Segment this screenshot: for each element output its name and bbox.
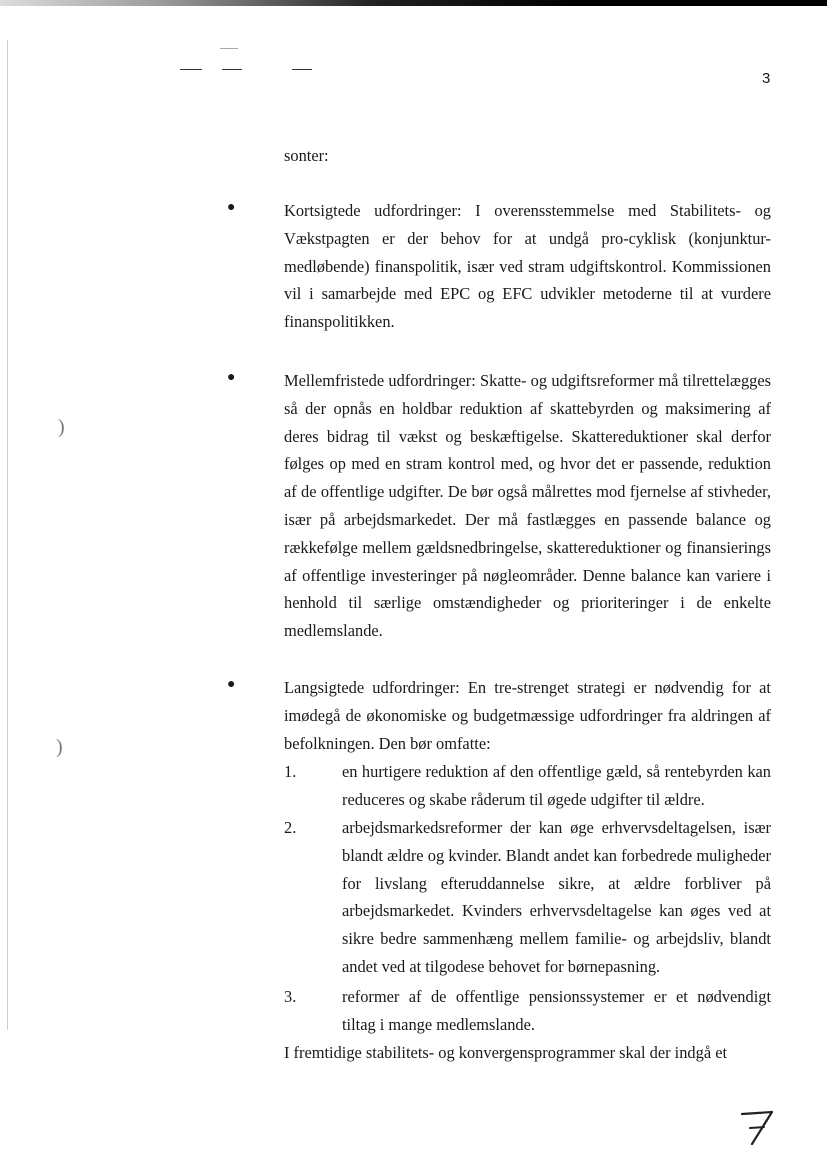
handwritten-seven-glyph (738, 1106, 778, 1146)
bullet-long-term: Langsigtede udfordringer: En tre-strenget strategi er nødvendig for at imødegå de økonomiske og budgetmæssige udfordringer fra aldringen af befolkningen. Den bør omfatte: (284, 678, 771, 753)
list-item-text: arbejdsmarkedsreformer der kan øge erhvervsdeltagelsen, især blandt ældre og kvinder. Blandt andet kan forbedrede muligheder for livslang efteruddannelse sikre, at ældre forbliver på arbejdsmarkedet. Kvinders erhvervsdeltagelse kan øges ved at sikre bedre sammenhæng mellem familie- og arbejdsliv, blandt andet ved at tilgodese behovet for børnepasning. (342, 818, 771, 976)
page-number: 3 (762, 70, 771, 87)
list-item-number: 1. (284, 762, 297, 781)
scan-top-edge (0, 0, 827, 6)
list-item-text: en hurtigere reduktion af den offentlige gæld, så rentebyrden kan reduceres og skabe råderum til øgede udgifter til ældre. (342, 762, 771, 809)
scan-mark-paren: ) (56, 736, 63, 758)
scan-mark (292, 69, 312, 70)
bullet-marker: ● (227, 370, 236, 385)
list-item-number: 2. (284, 818, 297, 837)
scan-mark-paren: ) (58, 416, 65, 438)
scan-mark (222, 69, 242, 70)
bullet-short-term: Kortsigtede udfordringer: I overensstemmelse med Stabilitets- og Vækstpagten er der behov for at undgå pro-cyklisk (konjunktur-medløbende) finanspolitik, især ved stram udgiftskontrol. Kommissionen vil i samarbejde med EPC og EFC udvikler metoderne til at vurdere finanspolitikken. (284, 201, 771, 332)
scan-mark (180, 69, 202, 70)
scan-mark (220, 48, 238, 49)
continuation-text: sonter: (284, 146, 329, 165)
handwritten-page-number (738, 1106, 778, 1151)
scan-left-edge (7, 40, 8, 1030)
bullet-medium-term: Mellemfristede udfordringer: Skatte- og udgiftsreformer må tilrettelægges så der opnås en holdbar reduktion af skattebyrden og maksimering af deres bidrag til vækst og beskæftigelse. Skattereduktioner skal derfor følges op med en stram kontrol med, og hvor det er passende, reduktion af de offentlige udgifter. De bør også målrettes mod fjernelse af stivheder, især på arbejdsmarkedet. Der må fastlægges en passende balance og rækkefølge mellem gældsnedbringelse, skattereduktioner og finansierings af offentlige investeringer på nøgleområder. Denne balance kan variere i henhold til særlige omstændigheder og prioriteringer i de enkelte medlemslande. (284, 371, 771, 641)
final-line: I fremtidige stabilitets- og konvergensprogrammer skal der indgå et (284, 1043, 728, 1062)
list-item-text: reformer af de offentlige pensionssystemer er et nødvendigt tiltag i mange medlemslande. (342, 987, 771, 1034)
bullet-marker: ● (227, 677, 236, 692)
bullet-marker: ● (227, 200, 236, 215)
list-item-number: 3. (284, 987, 297, 1006)
